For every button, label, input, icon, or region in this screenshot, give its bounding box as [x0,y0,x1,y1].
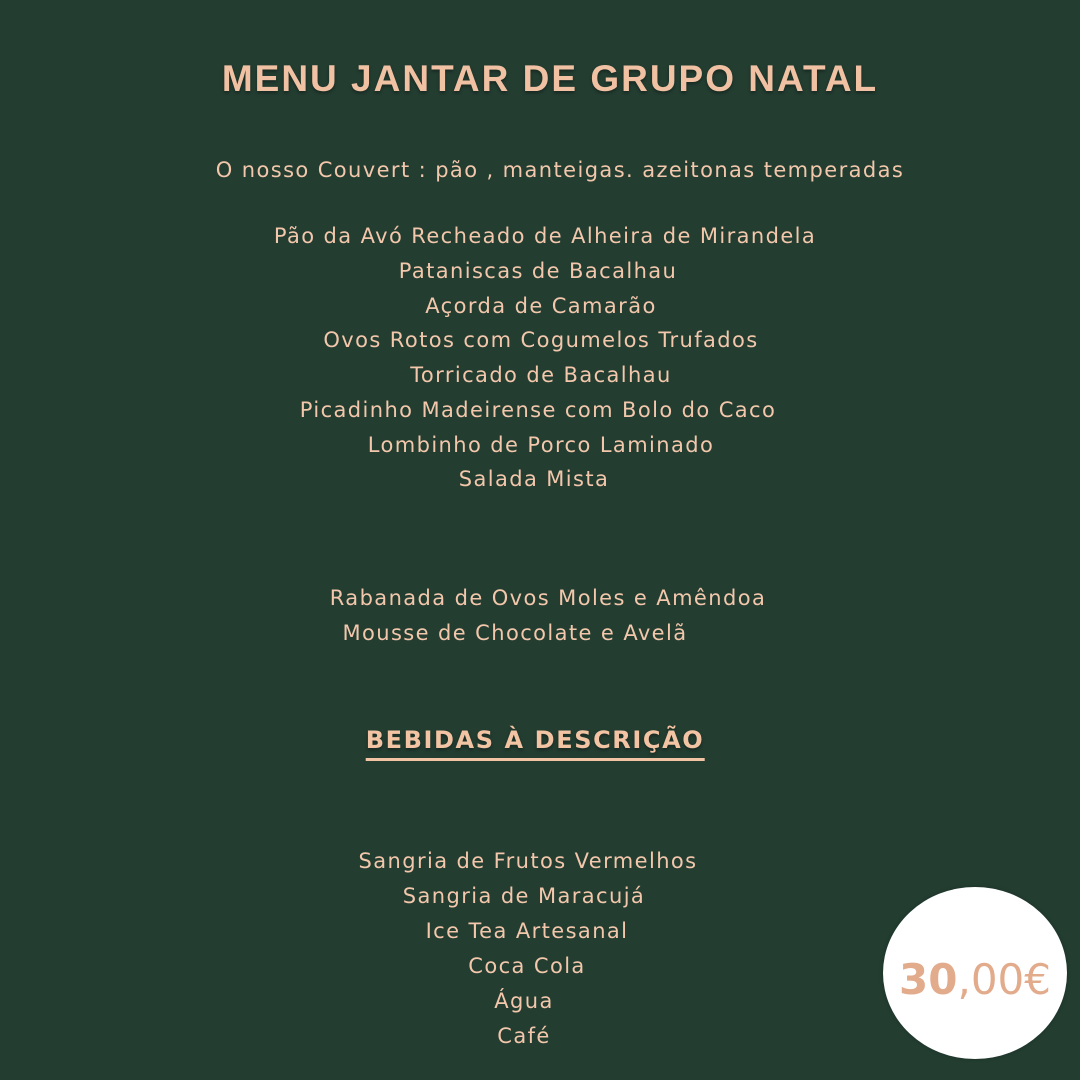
couvert-line: O nosso Couvert : pão , manteigas. azeitonas temperadas [215,158,905,182]
drink-item: Café [497,1024,551,1048]
price-decimal: ,00€ [957,954,1051,1004]
starter-item: Ovos Rotos com Cogumelos Trufados [323,328,759,352]
drink-item: Sangria de Frutos Vermelhos [358,849,698,873]
starter-item: Pão da Avó Recheado de Alheira de Mirandela [273,224,817,248]
starter-item: Picadinho Madeirense com Bolo do Caco [299,398,777,422]
drink-item: Ice Tea Artesanal [425,919,629,943]
drink-item: Sangria de Maracujá [402,884,646,908]
price-badge [883,887,1067,1059]
menu-title: MENU JANTAR DE GRUPO NATAL [221,58,879,99]
starter-item: Lombinho de Porco Laminado [367,433,715,457]
starter-item: Torricado de Bacalhau [410,363,672,387]
price-integer: 30 [899,954,958,1004]
price-label [899,955,1051,1004]
dessert-item: Mousse de Chocolate e Avelã [342,621,688,645]
drink-item: Coca Cola [468,954,586,978]
drink-item: Água [494,989,554,1013]
starter-item: Açorda de Camarão [425,294,657,318]
starter-item: Salada Mista [458,467,610,491]
dessert-item: Rabanada de Ovos Moles e Amêndoa [329,586,767,610]
drinks-heading: BEBIDAS À DESCRIÇÃO [366,726,705,761]
starter-item: Pataniscas de Bacalhau [398,259,678,283]
